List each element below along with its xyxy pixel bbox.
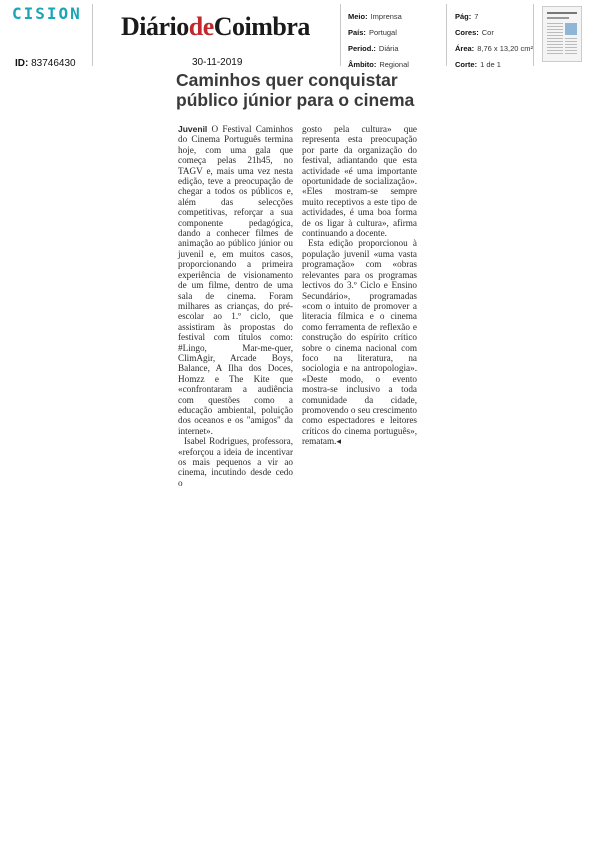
- end-mark: ◂: [336, 436, 342, 447]
- lead-word: Juvenil: [178, 124, 208, 134]
- cision-logo: CISION: [12, 4, 82, 23]
- clipping-id: [15, 58, 76, 69]
- paragraph: O Festival Caminhos do Cinema Português termina hoje, com uma gala que começa pelas 21h45, no TAGV e, mais uma vez nesta edição, teve a preocupação de chegar a todos os públicos e, além das selecções competitivas, reforçar a sua componente pedagógica, dando a conhecer filmes de animação ao público júnior ou juvenil e, em muitos casos, proporcionando a primeira experiência de visionamento de um filme, dentro de uma sala de cinema. Foram milhares as crianças, do pré-escolar ao 1.º ciclo, que assistiram às propostas do festival com títulos como: #Lingo, Mar-me-quer, ClimAgir, Arcade Boys, Balance, A Ilha dos Doces, Homzz e The Kite que «confrontaram a audiência com questões como a educação ambiental, poluição dos oceanos e os "amigos" da internet».: [178, 124, 293, 436]
- id-value: 83746430: [31, 58, 76, 69]
- header-divider: [340, 4, 341, 66]
- paragraph: Isabel Rodrigues, professora, «reforçou a ideia de incentivar os mais pequenos a vir ao cinema, incutindo desde cedo o: [178, 436, 293, 488]
- paragraph: Esta edição proporcionou à população juvenil «uma vasta programação» com «obras relevantes para os programas lectivos do 3.º Ciclo e Ensino Secundário», programadas «com o intuito de promover a literacia fílmica e o cinema como ferramenta de reflexão e construção do espírito crítico sobre o cinema nacional com foco na literatura, na sociologia e na antropologia». «Deste modo, o evento mostra-se inclusivo a toda comunidade da cidade, promovendo o seu crescimento como espectadores e leitores críticos do cinema português», rematam.: [302, 238, 417, 447]
- publication-logo: [121, 12, 310, 42]
- article-column-2: [302, 124, 417, 447]
- header-divider: [92, 4, 93, 66]
- logo-part: Diário: [121, 12, 189, 41]
- meta-area: Área: 8,76 x 13,20 cm²: [455, 44, 534, 53]
- meta-country: País: Portugal: [348, 28, 397, 37]
- meta-colors: Cores: Cor: [455, 28, 494, 37]
- header-divider: [533, 4, 534, 66]
- paragraph: gosto pela cultura» que representa esta preocupação por parte da organização do festival, adiantando que esta actividade «é uma importante oportunidade de socialização». «Eles mostram-se sempre muito receptivos a este tipo de actividades, é uma boa forma de os ligar à cultura», afirma continuando a docente.: [302, 124, 417, 239]
- publication-date: 30-11-2019: [192, 57, 243, 68]
- id-label: ID:: [15, 58, 29, 69]
- article-column-1: [178, 124, 293, 488]
- header-divider: [446, 4, 447, 66]
- meta-periodicity: Period.: Diária: [348, 44, 399, 53]
- meta-medium: Meio: Imprensa: [348, 12, 402, 21]
- page-thumbnail: [542, 6, 582, 62]
- logo-part: Coimbra: [213, 12, 310, 41]
- logo-part: de: [188, 12, 214, 41]
- article-headline: Caminhos quer conquistar público júnior para o cinema: [176, 70, 415, 110]
- meta-page: Pág: 7: [455, 12, 479, 21]
- meta-cut: Corte: 1 de 1: [455, 60, 501, 69]
- meta-scope: Âmbito: Regional: [348, 60, 409, 69]
